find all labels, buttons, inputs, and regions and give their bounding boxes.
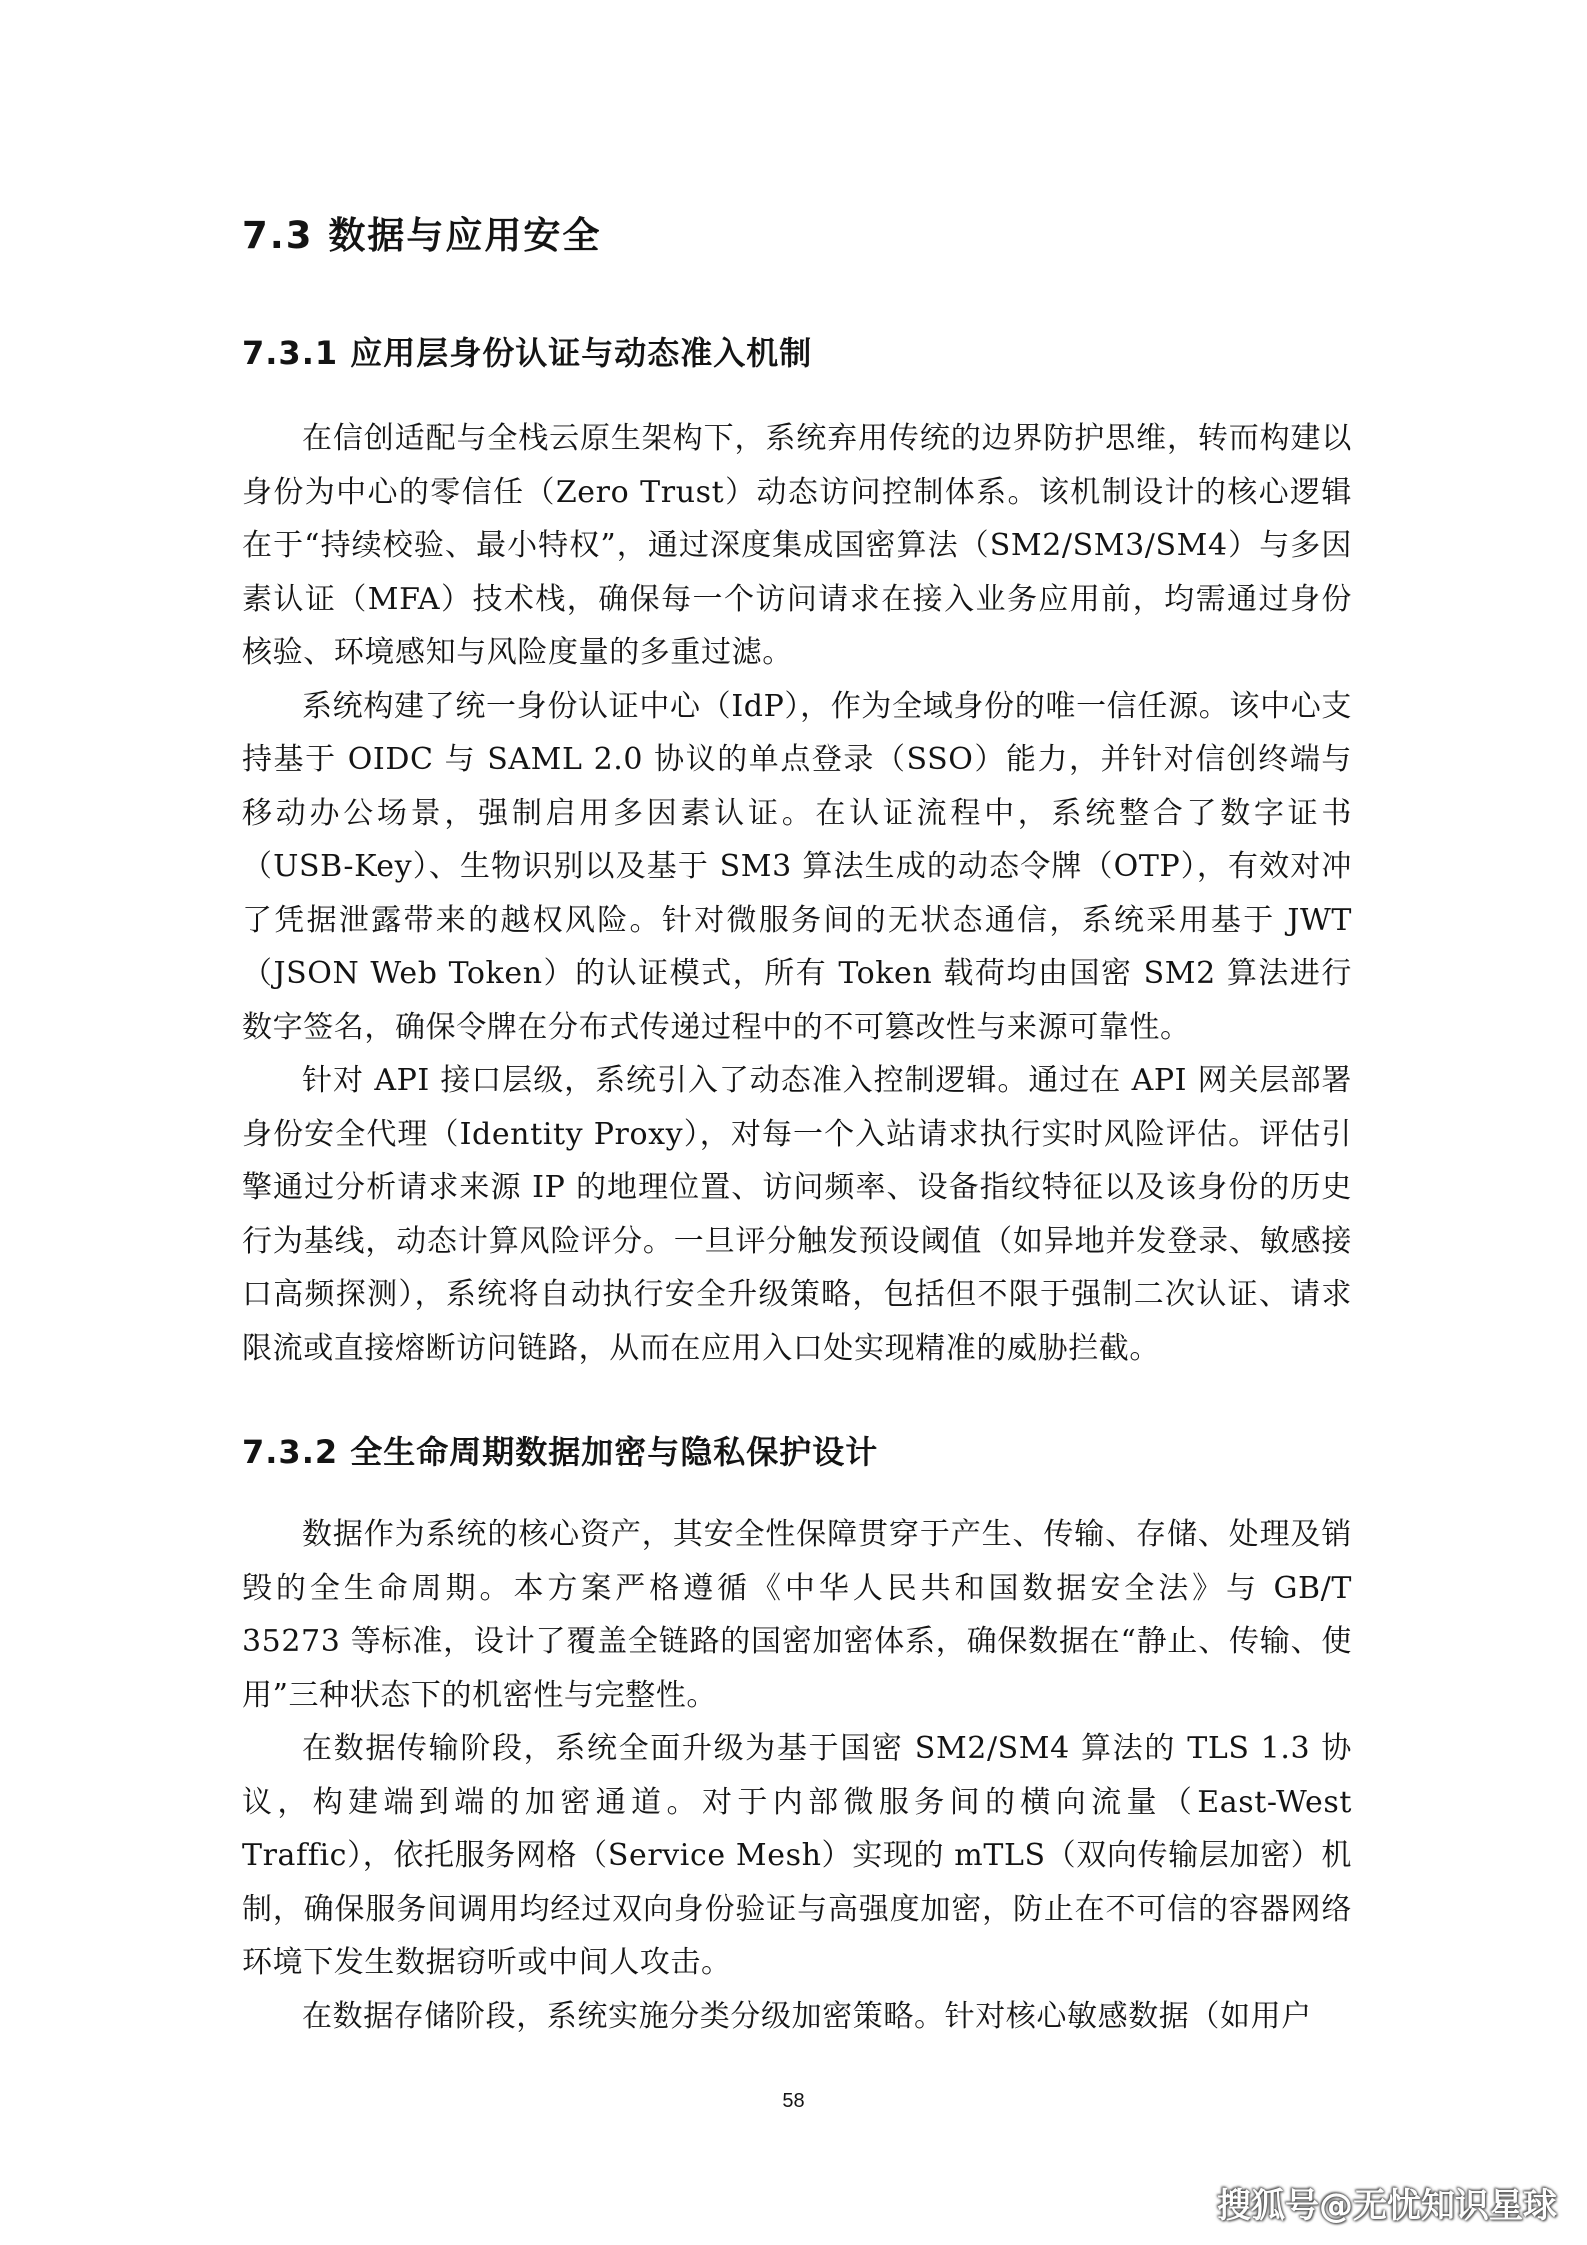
paragraph: 系统构建了统一身份认证中心（IdP），作为全域身份的唯一信任源。该中心支持基于 OIDC 与 SAML 2.0 协议的单点登录（SSO）能力，并针对信创终端与移动办公场景，强制启用多因素认证。在认证流程中，系统整合了数字证书（USB-Key）、生物识别以及基于 SM3 算法生成的动态令牌（OTP），有效对冲了凭据泄露带来的越权风险。针对微服务间的无状态通信，系统采用基于 JWT（JSON Web Token）的认证模式，所有 Token 载荷均由国密 SM2 算法进行数字签名，确保令牌在分布式传递过程中的不可篡改性与来源可靠性。 <box>242 688 1352 1045</box>
subsection-heading-7-3-2: 7.3.2 全生命周期数据加密与隐私保护设计 <box>242 1433 879 1471</box>
section-heading: 7.3 数据与应用安全 <box>242 214 602 257</box>
paragraph: 数据作为系统的核心资产，其安全性保障贯穿于产生、传输、存储、处理及销毁的全生命周期。本方案严格遵循《中华人民共和国数据安全法》与 GB/T 35273 等标准，设计了覆盖全链路的国密加密体系，确保数据在“静止、传输、使用”三种状态下的机密性与完整性。 <box>242 1517 1352 1713</box>
subsection-body-7-3-2 <box>242 1508 1352 2043</box>
paragraph: 在信创适配与全栈云原生架构下，系统弃用传统的边界防护思维，转而构建以身份为中心的零信任（Zero Trust）动态访问控制体系。该机制设计的核心逻辑在于“持续校验、最小特权”，通过深度集成国密算法（SM2/SM3/SM4）与多因素认证（MFA）技术栈，确保每一个访问请求在接入业务应用前，均需通过身份核验、环境感知与风险度量的多重过滤。 <box>242 421 1352 670</box>
paragraph: 在数据传输阶段，系统全面升级为基于国密 SM2/SM4 算法的 TLS 1.3 协议，构建端到端的加密通道。对于内部微服务间的横向流量（East-West Traffic），依托服务网格（Service Mesh）实现的 mTLS（双向传输层加密）机制，确保服务间调用均经过双向身份验证与高强度加密，防止在不可信的容器网络环境下发生数据窃听或中间人攻击。 <box>242 1731 1352 1980</box>
page-number: 58 <box>782 2090 805 2112</box>
paragraph: 在数据存储阶段，系统实施分类分级加密策略。针对核心敏感数据（如用户 <box>302 1998 1312 2034</box>
watermark: 搜狐号@无忧知识星球 <box>1217 2186 1557 2226</box>
subsection-body-7-3-1 <box>242 412 1352 1375</box>
paragraph: 针对 API 接口层级，系统引入了动态准入控制逻辑。通过在 API 网关层部署身份安全代理（Identity Proxy），对每一个入站请求执行实时风险评估。评估引擎通过分析请求来源 IP 的地理位置、访问频率、设备指纹特征以及该身份的历史行为基线，动态计算风险评分。一旦评分触发预设阈值（如异地并发登录、敏感接口高频探测），系统将自动执行安全升级策略，包括但不限于强制二次认证、请求限流或直接熔断访问链路，从而在应用入口处实现精准的威胁拦截。 <box>242 1063 1352 1366</box>
subsection-heading-7-3-1: 7.3.1 应用层身份认证与动态准入机制 <box>242 334 813 372</box>
